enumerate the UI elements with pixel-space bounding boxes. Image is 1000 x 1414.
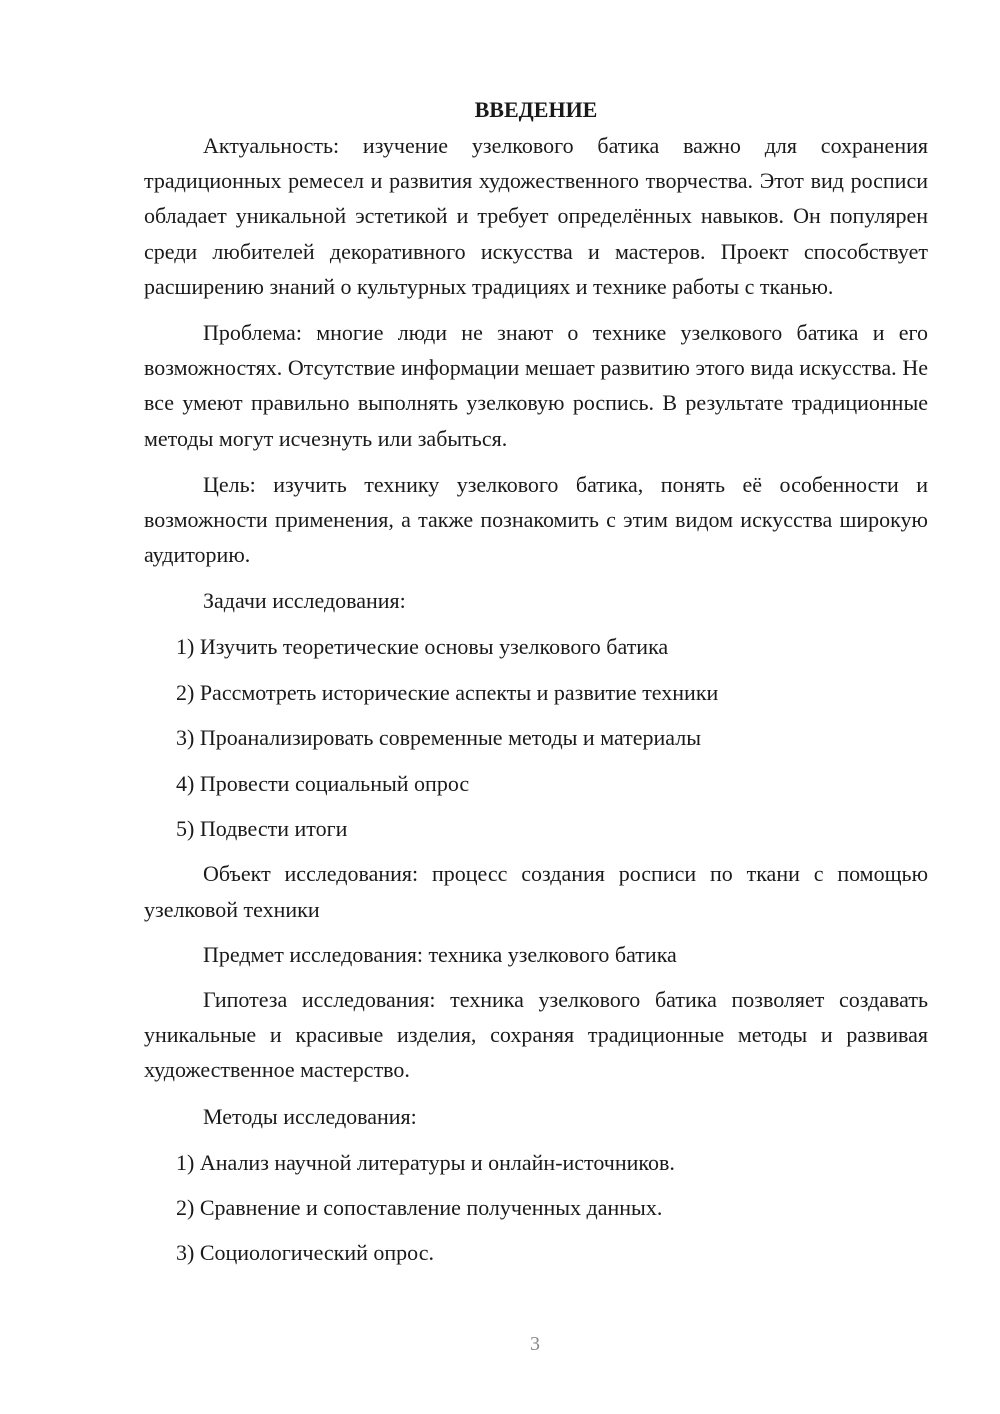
subject-paragraph: Предмет исследования: техника узелкового батика: [203, 941, 677, 967]
task-item: 1) Изучить теоретические основы узелкового батика: [176, 634, 669, 660]
tasks-list: [144, 629, 928, 846]
task-item: 3) Проанализировать современные методы и материалы: [176, 725, 702, 751]
methods-list: [144, 1145, 928, 1271]
tasks-label: Задачи исследования:: [203, 588, 406, 614]
task-item: 4) Провести социальный опрос: [176, 770, 470, 796]
methods-label: Методы исследования:: [203, 1103, 417, 1129]
method-item: 3) Социологический опрос.: [176, 1240, 434, 1266]
hypothesis-paragraph: Гипотеза исследования: техника узелкового батика позволяет создавать уникальные и красивые изделия, сохраняя традиционные методы и развивая художественное мастерство.: [144, 987, 928, 1083]
problem-paragraph: Проблема: многие люди не знают о технике узелкового батика и его возможностях. Отсутствие информации мешает развитию этого вида искусства. Не все умеют правильно выполнять узелковую роспись. В результате традиционные методы могут исчезнуть или забыться.: [144, 320, 928, 451]
task-item: 2) Рассмотреть исторические аспекты и развитие техники: [176, 679, 719, 705]
task-item: 5) Подвести итоги: [176, 816, 348, 841]
relevance-paragraph: Актуальность: изучение узелкового батика важно для сохранения традиционных ремесел и развития художественного творчества. Этот вид росписи обладает уникальной эстетикой и требует определённых навыков. Он популярен среди любителей декоративного искусства и мастеров. Проект способствует расширению знаний о культурных традициях и технике работы с тканью.: [144, 133, 928, 299]
object-paragraph: Объект исследования: процесс создания росписи по ткани с помощью узелковой техники: [144, 861, 928, 922]
page-heading: ВВЕДЕНИЕ: [474, 97, 598, 122]
page-number: 3: [530, 1333, 540, 1355]
page-content: [144, 94, 928, 1281]
method-item: 2) Сравнение и сопоставление полученных данных.: [176, 1195, 663, 1220]
method-item: 1) Анализ научной литературы и онлайн-источников.: [176, 1149, 675, 1175]
goal-paragraph: Цель: изучить технику узелкового батика, понять её особенности и возможности применения, а также познакомить с этим видом искусства широкую аудиторию.: [144, 471, 928, 568]
